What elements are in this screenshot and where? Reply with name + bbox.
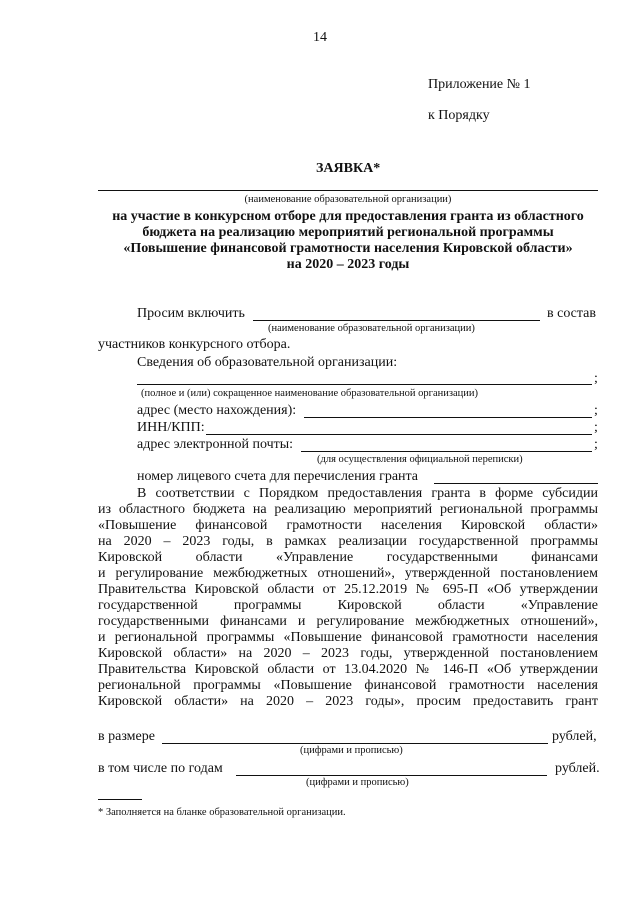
full-name-semicolon: ; [594,371,598,386]
footnote: * Заполняется на бланке образовательной организации. [98,807,346,818]
body-line: и региональной программы «Повышение финансовой грамотности населения [98,630,598,645]
email-field[interactable] [301,451,592,452]
years-field[interactable] [236,775,547,776]
address-semicolon: ; [594,403,598,418]
body-line: Правительства Кировской области от 13.04.2020 № 146-П «Об утверждении [98,662,598,677]
inn-semicolon: ; [594,420,598,435]
years-suffix: рублей. [555,761,600,776]
email-label: адрес электронной почты: [137,437,294,452]
subtitle-line: на участие в конкурсном отборе для предоставления гранта из областного [112,209,584,224]
inn-field[interactable] [206,434,592,435]
account-label: номер лицевого счета для перечисления гранта [137,469,419,484]
full-name-caption: (полное и (или) сокращенное наименование образовательной организации) [141,388,479,399]
email-semicolon: ; [594,437,598,452]
page-number: 14 [313,30,327,45]
address-label: адрес (место нахождения): [137,403,297,418]
body-line: на 2020 – 2023 годы, в рамках реализации государственной программы [98,534,598,549]
amount-field[interactable] [162,743,548,744]
amount-caption: (цифрами и прописью) [300,745,403,756]
subtitle-line: на 2020 – 2023 годы [286,257,410,272]
document-title: ЗАЯВКА* [316,161,381,176]
appendix-to-label: к Порядку [428,108,490,123]
body-line: и регулирование межбюджетных отношений», утвержденной постановлением [98,566,598,581]
request-continuation: участников конкурсного отбора. [98,337,291,352]
footnote-divider [98,799,142,800]
request-prefix: Просим включить [137,306,245,321]
subtitle [98,209,598,273]
body-paragraph [98,486,598,710]
inn-label: ИНН/КПП: [137,420,205,435]
subtitle-line: бюджета на реализацию мероприятий региональной программы [142,225,554,240]
subtitle-line: «Повышение финансовой грамотности населения Кировской области» [123,241,573,256]
body-line: государственной программы Кировской области «Управление [98,598,598,613]
address-field[interactable] [304,417,592,418]
amount-suffix: рублей, [552,729,597,744]
info-heading: Сведения об образовательной организации: [137,355,398,370]
years-caption: (цифрами и прописью) [306,777,409,788]
request-org-field[interactable] [253,320,540,321]
request-suffix: в состав [547,306,596,321]
body-line: Кировской области «Управление государственными финансами [98,550,598,565]
email-caption: (для осуществления официальной переписки) [317,454,523,465]
org-name-caption: (наименование образовательной организации) [244,194,452,205]
appendix-label: Приложение № 1 [428,77,531,92]
body-line: из областного бюджета на реализацию мероприятий региональной программы [98,502,598,517]
body-line: Кировской области» на 2020 – 2023 годы, утвержденной постановлением [98,646,598,661]
request-caption: (наименование образовательной организации) [268,323,475,334]
org-name-line [98,190,598,191]
body-line: «Повышение финансовой грамотности населения Кировской области» [98,518,598,533]
body-line: региональной программы «Повышение финансовой грамотности населения [98,678,598,693]
full-name-field[interactable] [137,384,592,385]
body-line: Кировской области» на 2020 – 2023 годы», просим предоставить грант [98,694,598,709]
amount-prefix: в размере [98,729,155,744]
account-field[interactable] [434,483,598,484]
years-prefix: в том числе по годам [98,761,223,776]
body-line: Правительства Кировской области от 25.12.2019 № 695-П «Об утверждении [98,582,598,597]
body-line: В соответствии с Порядком предоставления гранта в форме субсидии [137,486,598,501]
body-line: государственными финансами и регулирование межбюджетных отношений», [98,614,598,629]
